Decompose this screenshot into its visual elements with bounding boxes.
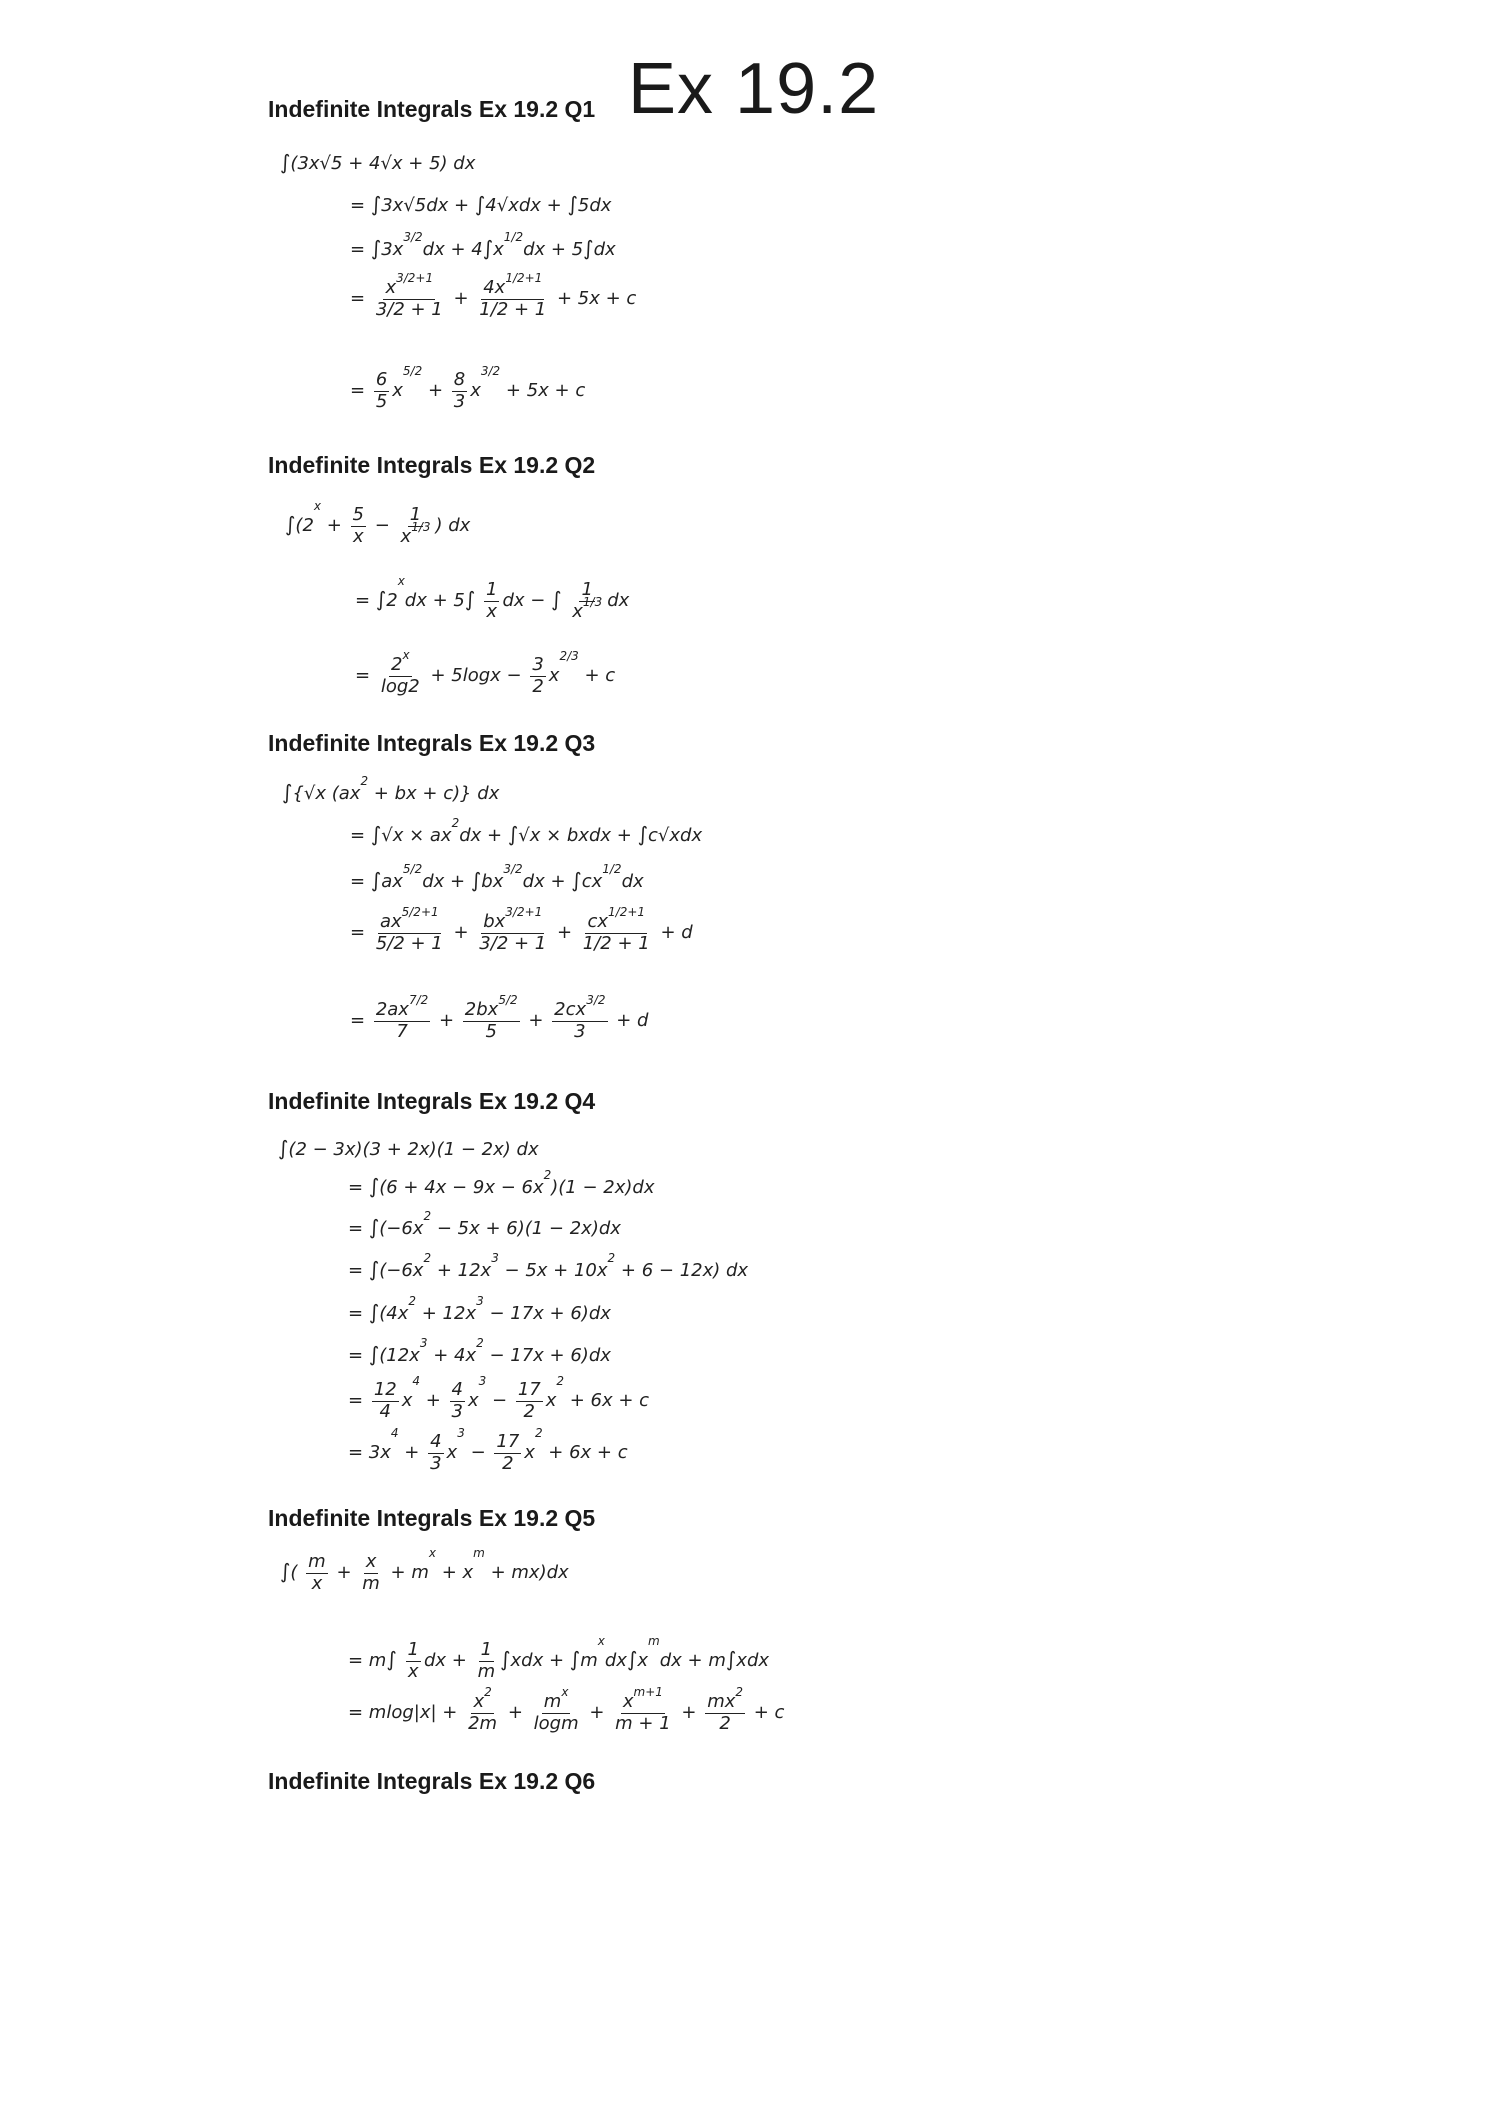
math-line: = $\frac{2ax^{7/2}}{7}$ + $\frac{2bx^{5/2}}{5}$ + $\frac{2cx^{3/2}}{3}$ + d (350, 993, 649, 1042)
math-line: = ∫3x√5dx + ∫4√xdx + ∫5dx (350, 192, 612, 216)
section-heading-q6: Indefinite Integrals Ex 19.2 Q6 (268, 1768, 596, 1794)
math-line: = $\frac{x^{3/2+1}}{3/2 + 1}$ + $\frac{4x^{1/2+1}}{1/2 + 1}$ + 5x + c (350, 271, 637, 320)
section-heading-q1: Indefinite Integrals Ex 19.2 Q1 (268, 96, 596, 122)
math-line: ∫(3x√5 + 4√x + 5) dx (280, 150, 476, 174)
math-line: = $\int 2^xdx + 5\int$ $\frac{1}{x}$ dx − ∫ $\frac{1}{x^{1/3}}$ dx (355, 574, 630, 622)
math-line: $\int(2^x$ + $\frac{5}{x}$ − $\frac{1}{x^{1/3}}$ ) dx (285, 499, 471, 547)
math-line: = $\int(-6x^2 - 5x + 6)(1 - 2x)dx$ (348, 1209, 621, 1239)
math-line: = $\int(-6x^2 + 12x^3 - 5x + 10x^2 + 6 - 12x)$ dx (348, 1251, 749, 1281)
math-line: = $\int 3x^{3/2}dx + 4\int x^{1/2}dx + 5\int dx$ (350, 230, 616, 260)
math-line: = $\int(4x^2 + 12x^3 - 17x + 6)dx$ (348, 1294, 611, 1324)
section-heading-q3: Indefinite Integrals Ex 19.2 Q3 (268, 730, 596, 756)
math-line: = $\int(12x^3 + 4x^2 - 17x + 6)dx$ (348, 1336, 611, 1366)
section-heading-q4: Indefinite Integrals Ex 19.2 Q4 (268, 1088, 596, 1114)
section-heading-q2: Indefinite Integrals Ex 19.2 Q2 (268, 452, 596, 478)
math-line: = $\frac{ax^{5/2+1}}{5/2 + 1}$ + $\frac{bx^{3/2+1}}{3/2 + 1}$ + $\frac{cx^{1/2+1}}{1/2 + 1}$ + d (350, 905, 693, 954)
page-title: Ex 19.2 (628, 49, 880, 129)
math-line: ∫( $\frac{m}{x}$ + $\frac{x}{m}$ + $m^x + x^m + mx)dx$ (280, 1546, 569, 1594)
math-line: = $3x^4$ + $\frac{4}{3}$ $x^3$ − $\frac{17}{2}$ $x^2 + 6x + c$ (348, 1426, 628, 1474)
math-line: ∫(2 − 3x)(3 + 2x)(1 − 2x) dx (278, 1136, 539, 1160)
math-line: = m∫ $\frac{1}{x}$ dx + $\frac{1}{m}$ $\int xdx + \int m^xdx\int x^mdx + m\int xdx$ (348, 1634, 770, 1682)
math-line: = $\int ax^{5/2}dx + \int bx^{3/2}dx + \int cx^{1/2}dx$ (350, 862, 644, 892)
math-line: = $\frac{6}{5}$ $x^{5/2}$ + $\frac{8}{3}$ $x^{3/2} + 5x + c$ (350, 364, 586, 412)
math-line: = $\int(6 + 4x - 9x - 6x^2)(1 - 2x)dx$ (348, 1168, 655, 1198)
math-line: = $\frac{12}{4}$ $x^4$ + $\frac{4}{3}$ $x^3$ − $\frac{17}{2}$ $x^2 + 6x + c$ (348, 1374, 650, 1422)
section-heading-q5: Indefinite Integrals Ex 19.2 Q5 (268, 1505, 596, 1531)
math-line: = $\frac{2^x}{\log 2}$ + 5logx − $\frac{3}{2}$ $x^{2/3} + c$ (355, 648, 616, 697)
math-line: = $\int√x \times ax^2dx + \int√x$ × bxdx + ∫c√xdx (350, 816, 703, 846)
math-line: ∫{√x ($ax^2$ + bx + c)} dx (282, 774, 500, 804)
math-line: = mlog|x| + $\frac{x^2}{2m}$ + $\frac{m^x}{\log m}$ + $\frac{x^{m+1}}{m + 1}$ + $\frac{mx^2}{2}$ + c (348, 1685, 785, 1734)
